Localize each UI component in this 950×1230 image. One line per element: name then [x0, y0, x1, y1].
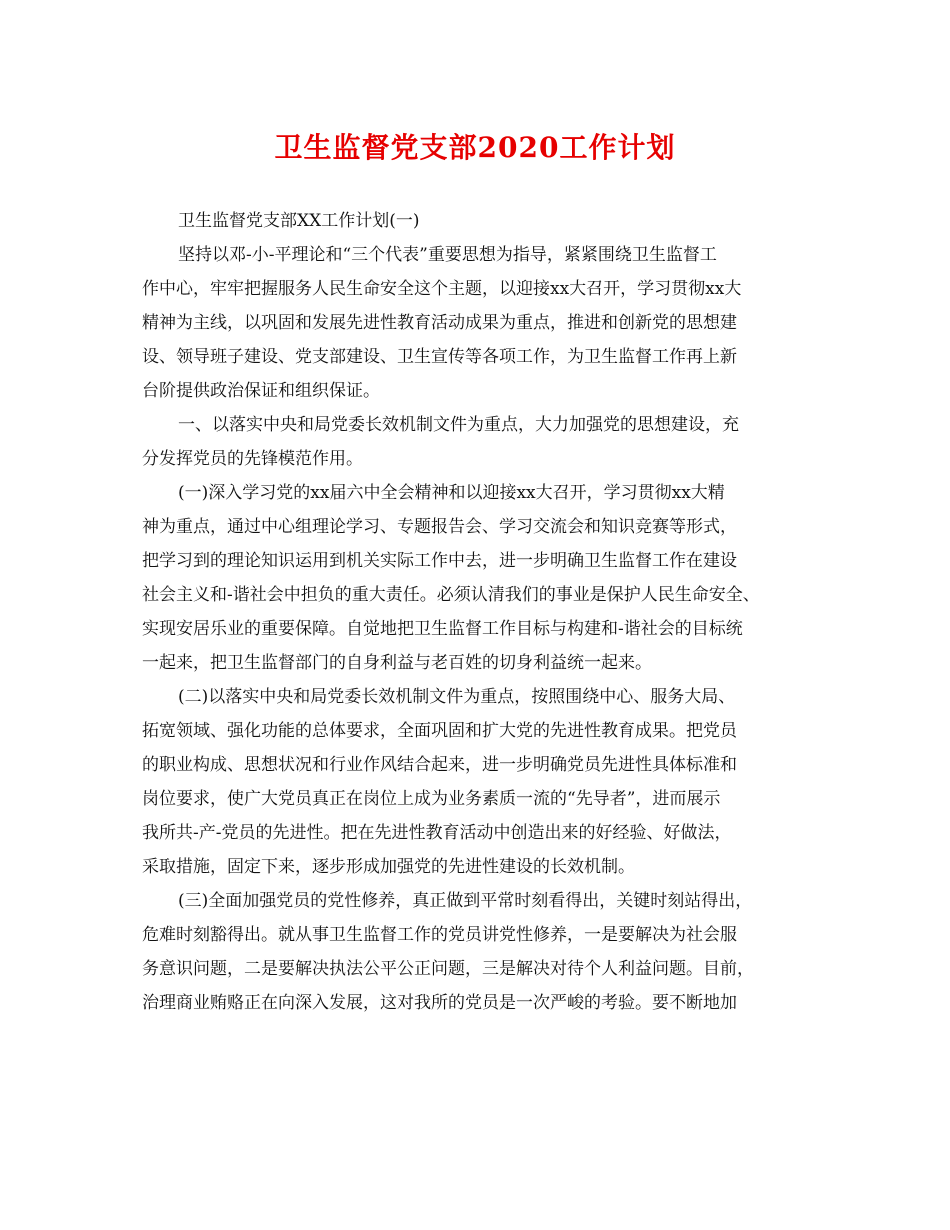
paragraph-line: 社会主义和-谐社会中担负的重大责任。必须认清我们的事业是保护人民生命安全、 — [142, 585, 760, 605]
paragraph-line: 精神为主线，以巩固和发展先进性教育活动成果为重点，推进和创新党的思想建 — [142, 313, 737, 333]
paragraph-line: (一)深入学习党的xx届六中全会精神和以迎接xx大召开，学习贯彻xx大精 — [178, 483, 725, 503]
paragraph-line: 作中心，牢牢把握服务人民生命安全这个主题，以迎接xx大召开，学习贯彻xx大 — [142, 279, 742, 299]
paragraph-line: 拓宽领域、强化功能的总体要求，全面巩固和扩大党的先进性教育成果。把党员 — [142, 721, 737, 741]
section-heading-line: 分发挥党员的先锋模范作用。 — [142, 449, 363, 469]
section-heading-line: 一、以落实中央和局党委长效机制文件为重点，大力加强党的思想建设，充 — [178, 415, 739, 435]
paragraph-line: 的职业构成、思想状况和行业作风结合起来，进一步明确党员先进性具体标准和 — [142, 755, 737, 775]
paragraph-line: 危难时刻豁得出。就从事卫生监督工作的党员讲党性修养，一是要解决为社会服 — [142, 925, 737, 945]
paragraph-line: 采取措施，固定下来，逐步形成加强党的先进性建设的长效机制。 — [142, 857, 635, 877]
paragraph-line: 治理商业贿赂正在向深入发展，这对我所的党员是一次严峻的考验。要不断地加 — [142, 993, 737, 1013]
paragraph-line: 台阶提供政治保证和组织保证。 — [142, 381, 380, 401]
paragraph-line: 把学习到的理论知识运用到机关实际工作中去，进一步明确卫生监督工作在建设 — [142, 551, 737, 571]
subtitle-line: 卫生监督党支部XX工作计划(一) — [178, 211, 420, 231]
document-title: 卫生监督党支部2020工作计划 — [274, 131, 676, 164]
paragraph-line: (二)以落实中央和局党委长效机制文件为重点，按照围绕中心、服务大局、 — [178, 687, 736, 707]
paragraph-line: 实现安居乐业的重要保障。自觉地把卫生监督工作目标与构建和-谐社会的目标统 — [142, 619, 743, 639]
paragraph-line: 我所共-产-党员的先进性。把在先进性教育活动中创造出来的好经验、好做法， — [142, 823, 732, 843]
paragraph-line: 岗位要求，使广大党员真正在岗位上成为业务素质一流的“先导者”，进而展示 — [142, 789, 721, 809]
paragraph-line: 设、领导班子建设、党支部建设、卫生宣传等各项工作，为卫生监督工作再上新 — [142, 347, 737, 367]
paragraph-line: 神为重点，通过中心组理论学习、专题报告会、学习交流会和知识竞赛等形式， — [142, 517, 737, 537]
paragraph-line: 坚持以邓-小-平理论和“三个代表”重要思想为指导，紧紧围绕卫生监督工 — [178, 245, 717, 265]
document-body — [142, 204, 812, 1020]
paragraph-line: 务意识问题，二是要解决执法公平公正问题，三是解决对待个人利益问题。目前， — [142, 959, 754, 979]
paragraph-line: (三)全面加强党员的党性修养，真正做到平常时刻看得出，关键时刻站得出， — [178, 891, 753, 911]
paragraph-line: 一起来，把卫生监督部门的自身利益与老百姓的切身利益统一起来。 — [142, 653, 652, 673]
